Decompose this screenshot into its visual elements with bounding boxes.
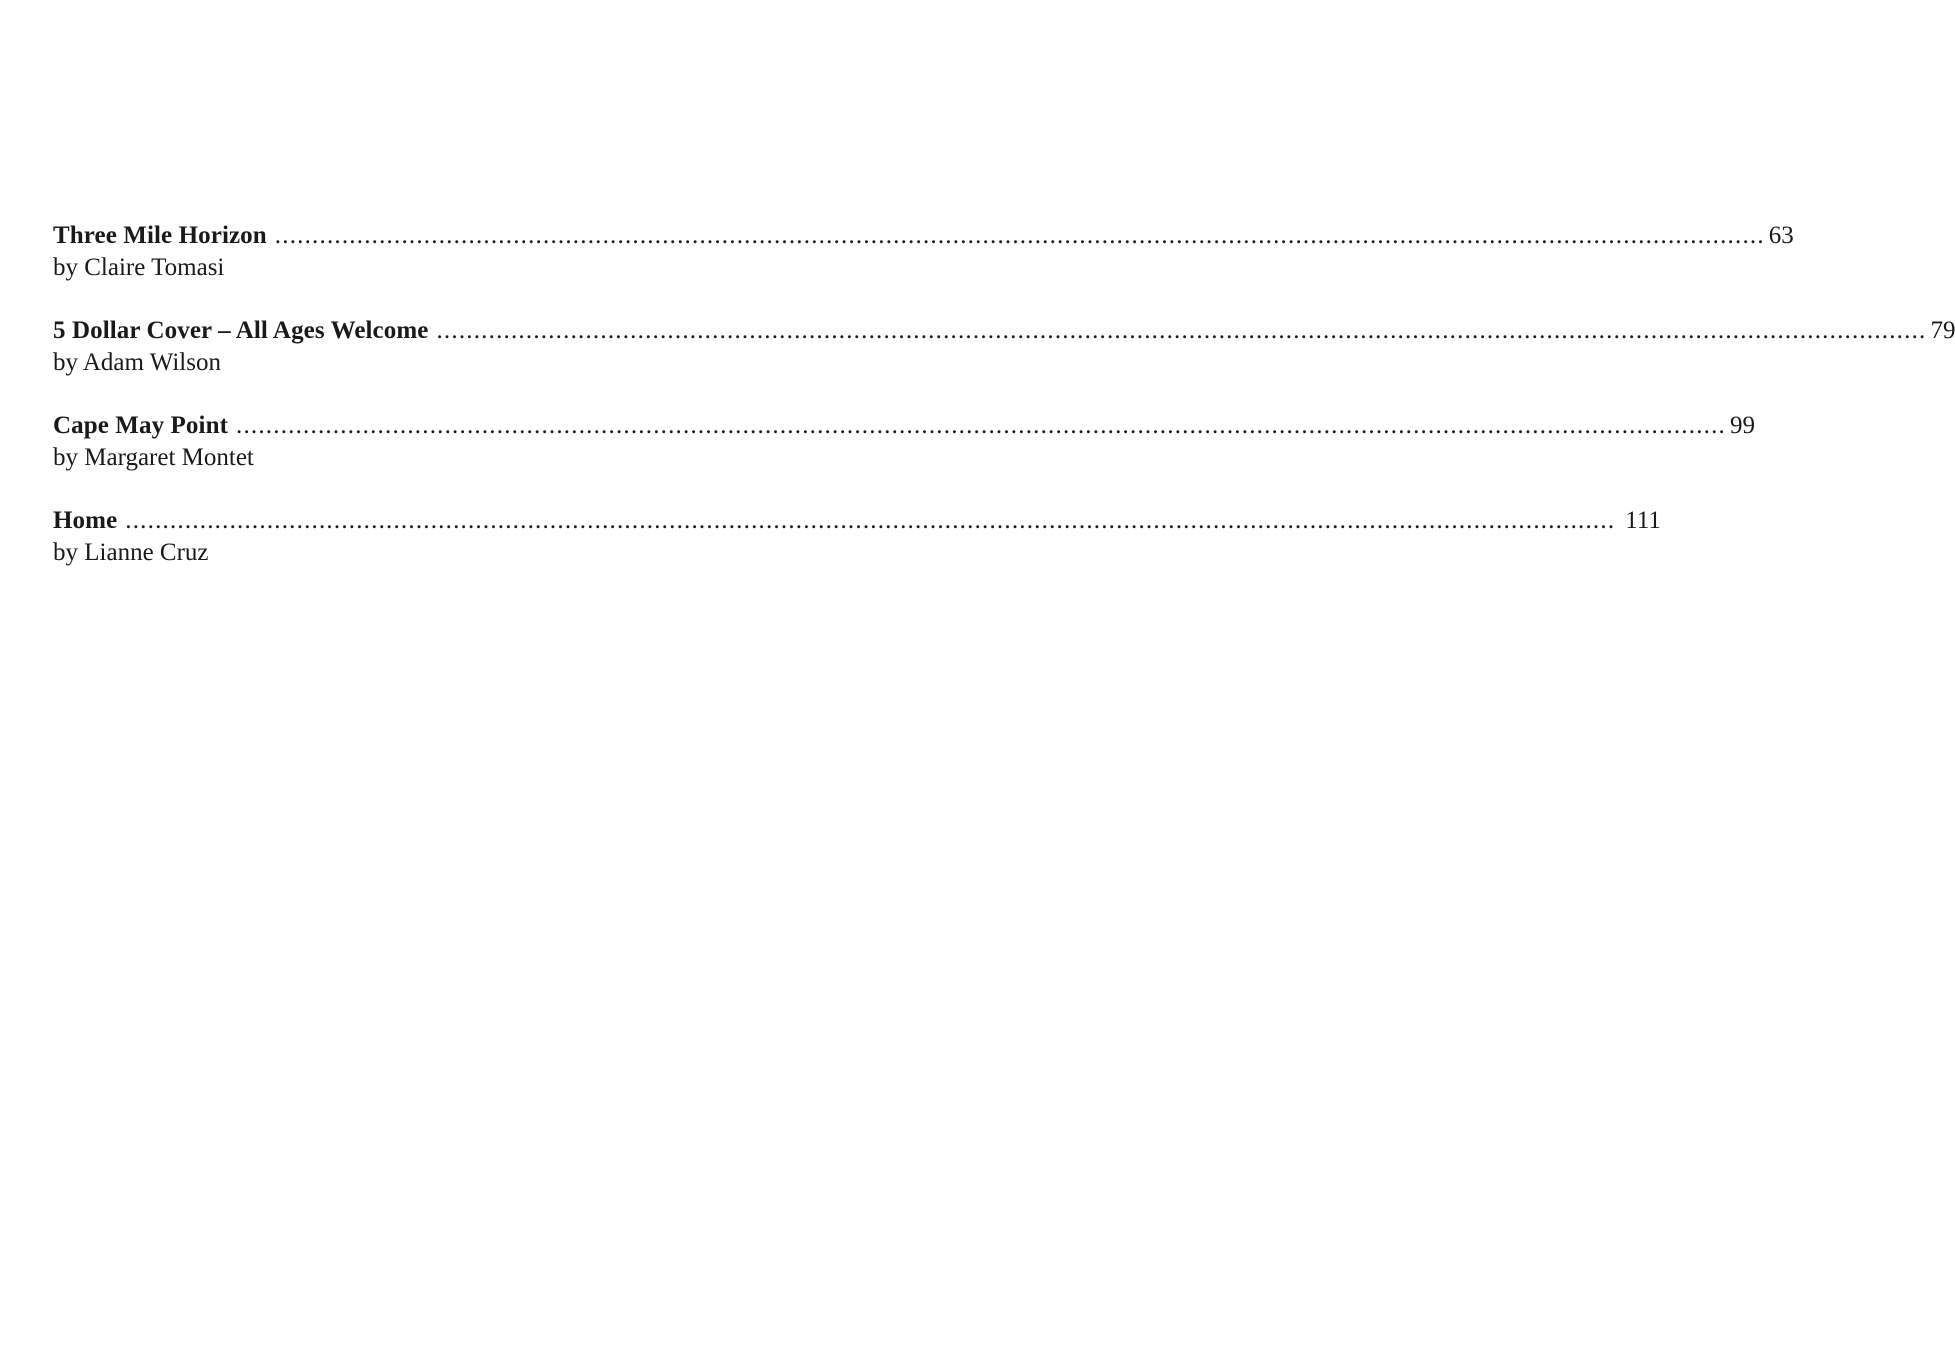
toc-entry-page: 79 (1930, 317, 1955, 344)
toc-entry-page: 63 (1768, 222, 1794, 249)
toc-entry-line (53, 219, 1794, 252)
dot-leader: ........................................................................................................................................................................................................ (125, 507, 1616, 534)
toc-entry-page: 111 (1625, 507, 1661, 534)
toc-entry (53, 314, 1955, 378)
toc-entry (53, 409, 1755, 473)
toc-entry-title: Cape May Point (53, 412, 228, 439)
toc-entry-author: by Adam Wilson (53, 349, 221, 376)
dot-leader: ........................................................................................................................................................................................................ (436, 317, 1927, 344)
toc-entry-line (53, 409, 1755, 442)
dot-leader: ........................................................................................................................................................................................................ (274, 222, 1765, 249)
toc-entry (53, 219, 1794, 283)
table-of-contents (53, 219, 1955, 599)
toc-entry-author: by Lianne Cruz (53, 539, 209, 566)
toc-entry-page: 99 (1730, 412, 1755, 439)
toc-entry-author: by Margaret Montet (53, 444, 254, 471)
toc-entry-line (53, 504, 1661, 537)
toc-entry-author: by Claire Tomasi (53, 254, 225, 281)
dot-leader: ........................................................................................................................................................................................................ (236, 412, 1726, 439)
toc-entry-title: Home (53, 507, 118, 534)
toc-entry-line (53, 314, 1955, 347)
toc-entry (53, 504, 1661, 568)
toc-entry-title: 5 Dollar Cover – All Ages Welcome (53, 317, 429, 344)
toc-entry-title: Three Mile Horizon (53, 222, 267, 249)
